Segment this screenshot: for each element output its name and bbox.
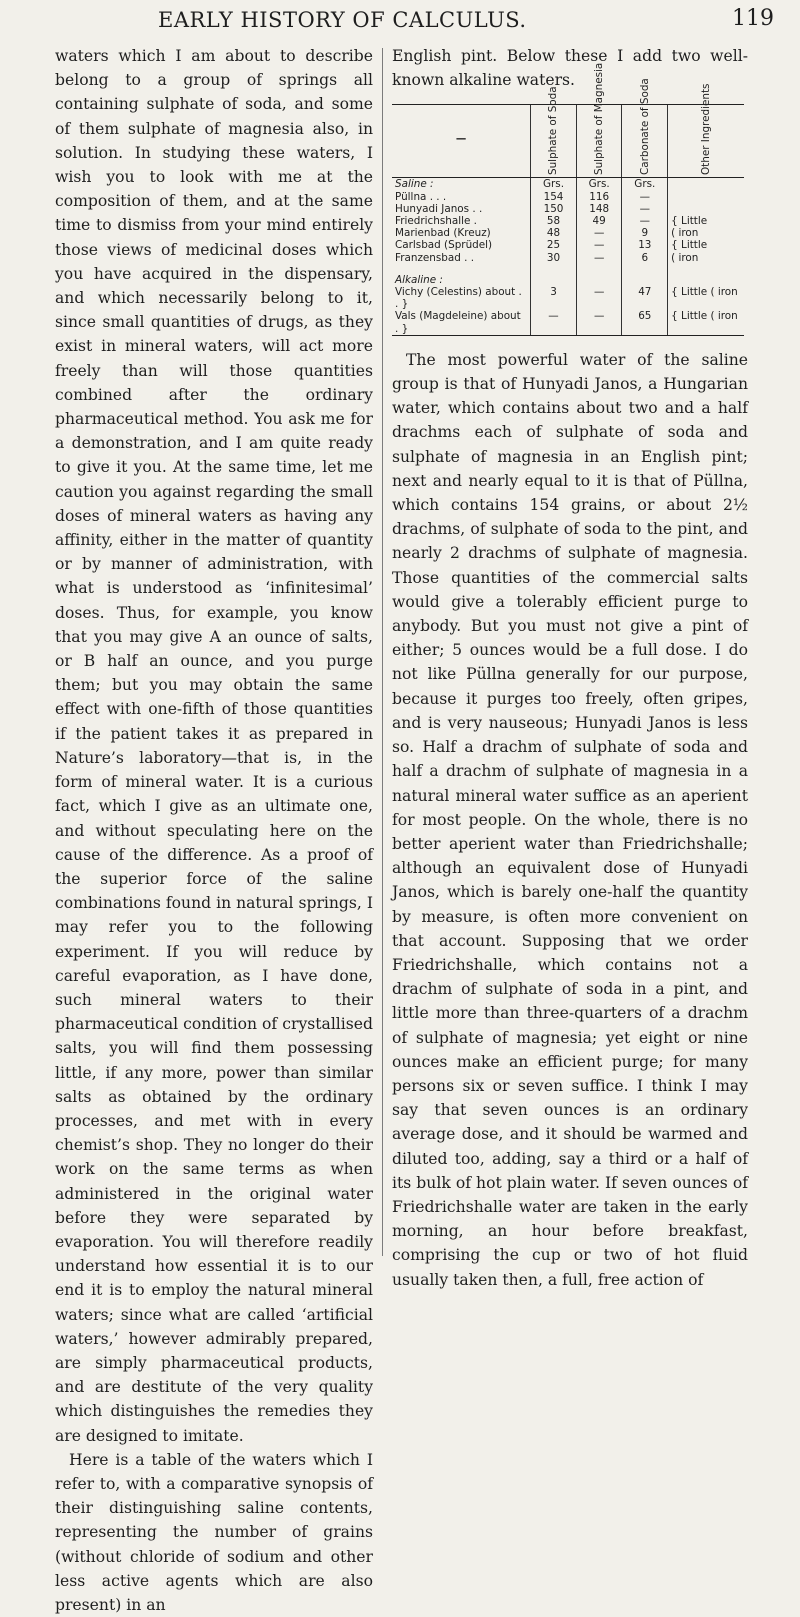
other-value: ( iron bbox=[668, 227, 744, 239]
carbonate-value: — bbox=[622, 203, 668, 215]
table-row bbox=[392, 274, 744, 286]
soda-value: 154 bbox=[531, 191, 577, 203]
magnesia-value: 49 bbox=[576, 215, 622, 227]
soda-value: 25 bbox=[531, 239, 577, 251]
magnesia-value: — bbox=[576, 310, 622, 335]
water-name: Carlsbad (Sprüdel) bbox=[395, 239, 493, 252]
table-row bbox=[392, 239, 744, 251]
water-name: Friedrichshalle . bbox=[395, 215, 477, 228]
page-number: 119 bbox=[732, 6, 774, 31]
magnesia-value: 148 bbox=[576, 203, 622, 215]
water-name: Vichy (Celestins) about . . } bbox=[395, 286, 522, 311]
page-header bbox=[0, 8, 800, 38]
magnesia-value: — bbox=[576, 239, 622, 251]
other-value: ( iron bbox=[668, 252, 744, 264]
water-name: Hunyadi Janos . . bbox=[395, 202, 483, 215]
right-column bbox=[392, 44, 748, 1292]
other-value bbox=[668, 203, 744, 215]
carbonate-value: — bbox=[622, 191, 668, 203]
paragraph: The most powerful water of the saline group is that of Hunyadi Janos, a Hungarian water, which contains about two and a half drachms each of sulphate of soda and sulphate of magnesia in an English pint; next and nearly equal to it is that of Püllna, which contains 154 grains, or about 2½ drachms, of sulphate of soda to the pint, and nearly 2 drachms of sulphate of magnesia. Those quantities of the commercial salts would give a tolerably efficient purge to anybody. But you must not give a pint of either; 5 ounces would be a full dose. I do not like Püllna generally for our purpose, because it purges too freely, often gripes, and is very nauseous; Hunyadi Janos is less so. Half a drachm of sulphate of soda and half a drachm of sulphate of magnesia in a natural mineral water suffice as an aperient for most people. On the whole, there is no better aperient water than Friedrichshalle; although an equivalent dose of Hunyadi Janos, which is barely one-half the quantity by measure, is often more convenient on that account. Supposing that we order Friedrichshalle, which contains not a drachm of sulphate of soda in a pint, and little more than three-quarters of a drachm of sulphate of magnesia; yet eight or nine ounces make an efficient purge; for many persons six or seven suffice. I think I may say that seven ounces is an ordinary average dose, and it should be warmed and diluted too, adding, say a third or a half of its bulk of hot plain water. If seven ounces of Friedrichshalle water are taken in the early morning, an hour before breakfast, comprising the cup or two of hot fluid usually taken then, a full, free action of bbox=[392, 350, 748, 1289]
other-value: { Little ( iron bbox=[668, 286, 744, 310]
water-name: Püllna . . . bbox=[395, 190, 447, 203]
water-name: Franzensbad . . bbox=[395, 251, 475, 264]
column-divider bbox=[382, 48, 383, 1256]
soda-value: 30 bbox=[531, 252, 577, 264]
carbonate-value: 65 bbox=[622, 310, 668, 335]
magnesia-value: — bbox=[576, 286, 622, 310]
table-row bbox=[392, 203, 744, 215]
table-row bbox=[392, 178, 744, 191]
magnesia-value: — bbox=[576, 252, 622, 264]
carbonate-value: 9 bbox=[622, 227, 668, 239]
carbonate-value: 13 bbox=[622, 239, 668, 251]
unit-cell: Grs. bbox=[622, 178, 668, 191]
header-other-ingredients: Other Ingredients bbox=[668, 105, 744, 178]
other-value bbox=[668, 191, 744, 203]
carbonate-value: 47 bbox=[622, 286, 668, 310]
unit-cell: Grs. bbox=[576, 178, 622, 191]
unit-cell: Grs. bbox=[531, 178, 577, 191]
header-blank: — bbox=[392, 105, 531, 178]
header-sulphate-soda: Sulphate of Soda bbox=[531, 105, 577, 178]
left-column bbox=[55, 44, 373, 1617]
running-title: EARLY HISTORY OF CALCULUS. bbox=[158, 8, 527, 32]
soda-value: 3 bbox=[531, 286, 577, 310]
soda-value: 150 bbox=[531, 203, 577, 215]
group-label: Saline : bbox=[395, 178, 434, 191]
unit-cell bbox=[668, 178, 744, 191]
table-row bbox=[392, 191, 744, 203]
paragraph: Here is a table of the waters which I refer to, with a comparative synopsis of their distinguishing saline contents, representing the number of grains (without chloride of sodium and other less active agents which are also present) in an bbox=[55, 1450, 373, 1614]
table-intro: English pint. Below these I add two well-known alkaline waters. bbox=[392, 47, 748, 90]
other-value: { Little bbox=[668, 239, 744, 251]
table-row bbox=[392, 252, 744, 264]
carbonate-value: — bbox=[622, 215, 668, 227]
other-value: { Little ( iron bbox=[668, 310, 744, 335]
soda-value: — bbox=[531, 310, 577, 335]
table-row bbox=[392, 286, 744, 310]
magnesia-value: — bbox=[576, 227, 622, 239]
magnesia-value: 116 bbox=[576, 191, 622, 203]
header-carbonate-soda: Carbonate of Soda bbox=[622, 105, 668, 178]
soda-value: 58 bbox=[531, 215, 577, 227]
water-name: Marienbad (Kreuz) bbox=[395, 227, 491, 240]
soda-value: 48 bbox=[531, 227, 577, 239]
table-row bbox=[392, 215, 744, 227]
group-label: Alkaline : bbox=[395, 273, 443, 286]
table-spacer bbox=[392, 264, 744, 274]
other-value: { Little bbox=[668, 215, 744, 227]
carbonate-value: 6 bbox=[622, 252, 668, 264]
paragraph: waters which I am about to describe belong to a group of springs all containing sulphate of soda, and some of them sulphate of magnesia also, in solution. In studying these waters, I wish you to look with me at the composition of them, and at the same time to dismiss from your mind entirely those views of medicinal doses which you have acquired in the dispensary, and which necessarily belong to it, since small quantities of drugs, as they exist in mineral waters, will act more freely than will those quantities combined after the ordinary pharmaceutical method. You ask me for a demonstration, and I am quite ready to give it you. At the same time, let me caution you against regarding the small doses of mineral waters as having any affinity, either in the matter of quantity or by manner of administration, with what is understood as ‘infinitesimal’ doses. Thus, for example, you know that you may give A an ounce of salts, or B half an ounce, and you purge them; but you may obtain the same effect with one-fifth of those quantities if the patient takes it as prepared in Nature’s laboratory—that is, in the form of mineral water. It is a curious fact, which I give as an ultimate one, and without speculating here on the cause of the difference. As a proof of the superior force of the saline combinations found in natural springs, I may refer you to the following experiment. If you will reduce by careful evaporation, as I have done, such mineral waters to their pharmaceutical condition of crystallised salts, you will find them possessing little, if any more, power than similar salts as obtained by the ordinary processes, and met with in every chemist’s shop. They no longer do their work on the same terms as when administered in the original water before they were separated by evaporation. You will therefore readily understand how essential it is to our end it is to employ the natural mineral waters; since what are called ‘artificial waters,’ however admirably prepared, are simply pharmaceutical products, and are destitute of the very quality which distinguishes the remedies they are designed to imitate. bbox=[55, 47, 373, 1445]
table-row bbox=[392, 310, 744, 335]
header-sulphate-magnesia: Sulphate of Magnesia bbox=[576, 105, 622, 178]
table-row bbox=[392, 227, 744, 239]
water-name: Vals (Magdeleine) about . } bbox=[392, 310, 531, 335]
